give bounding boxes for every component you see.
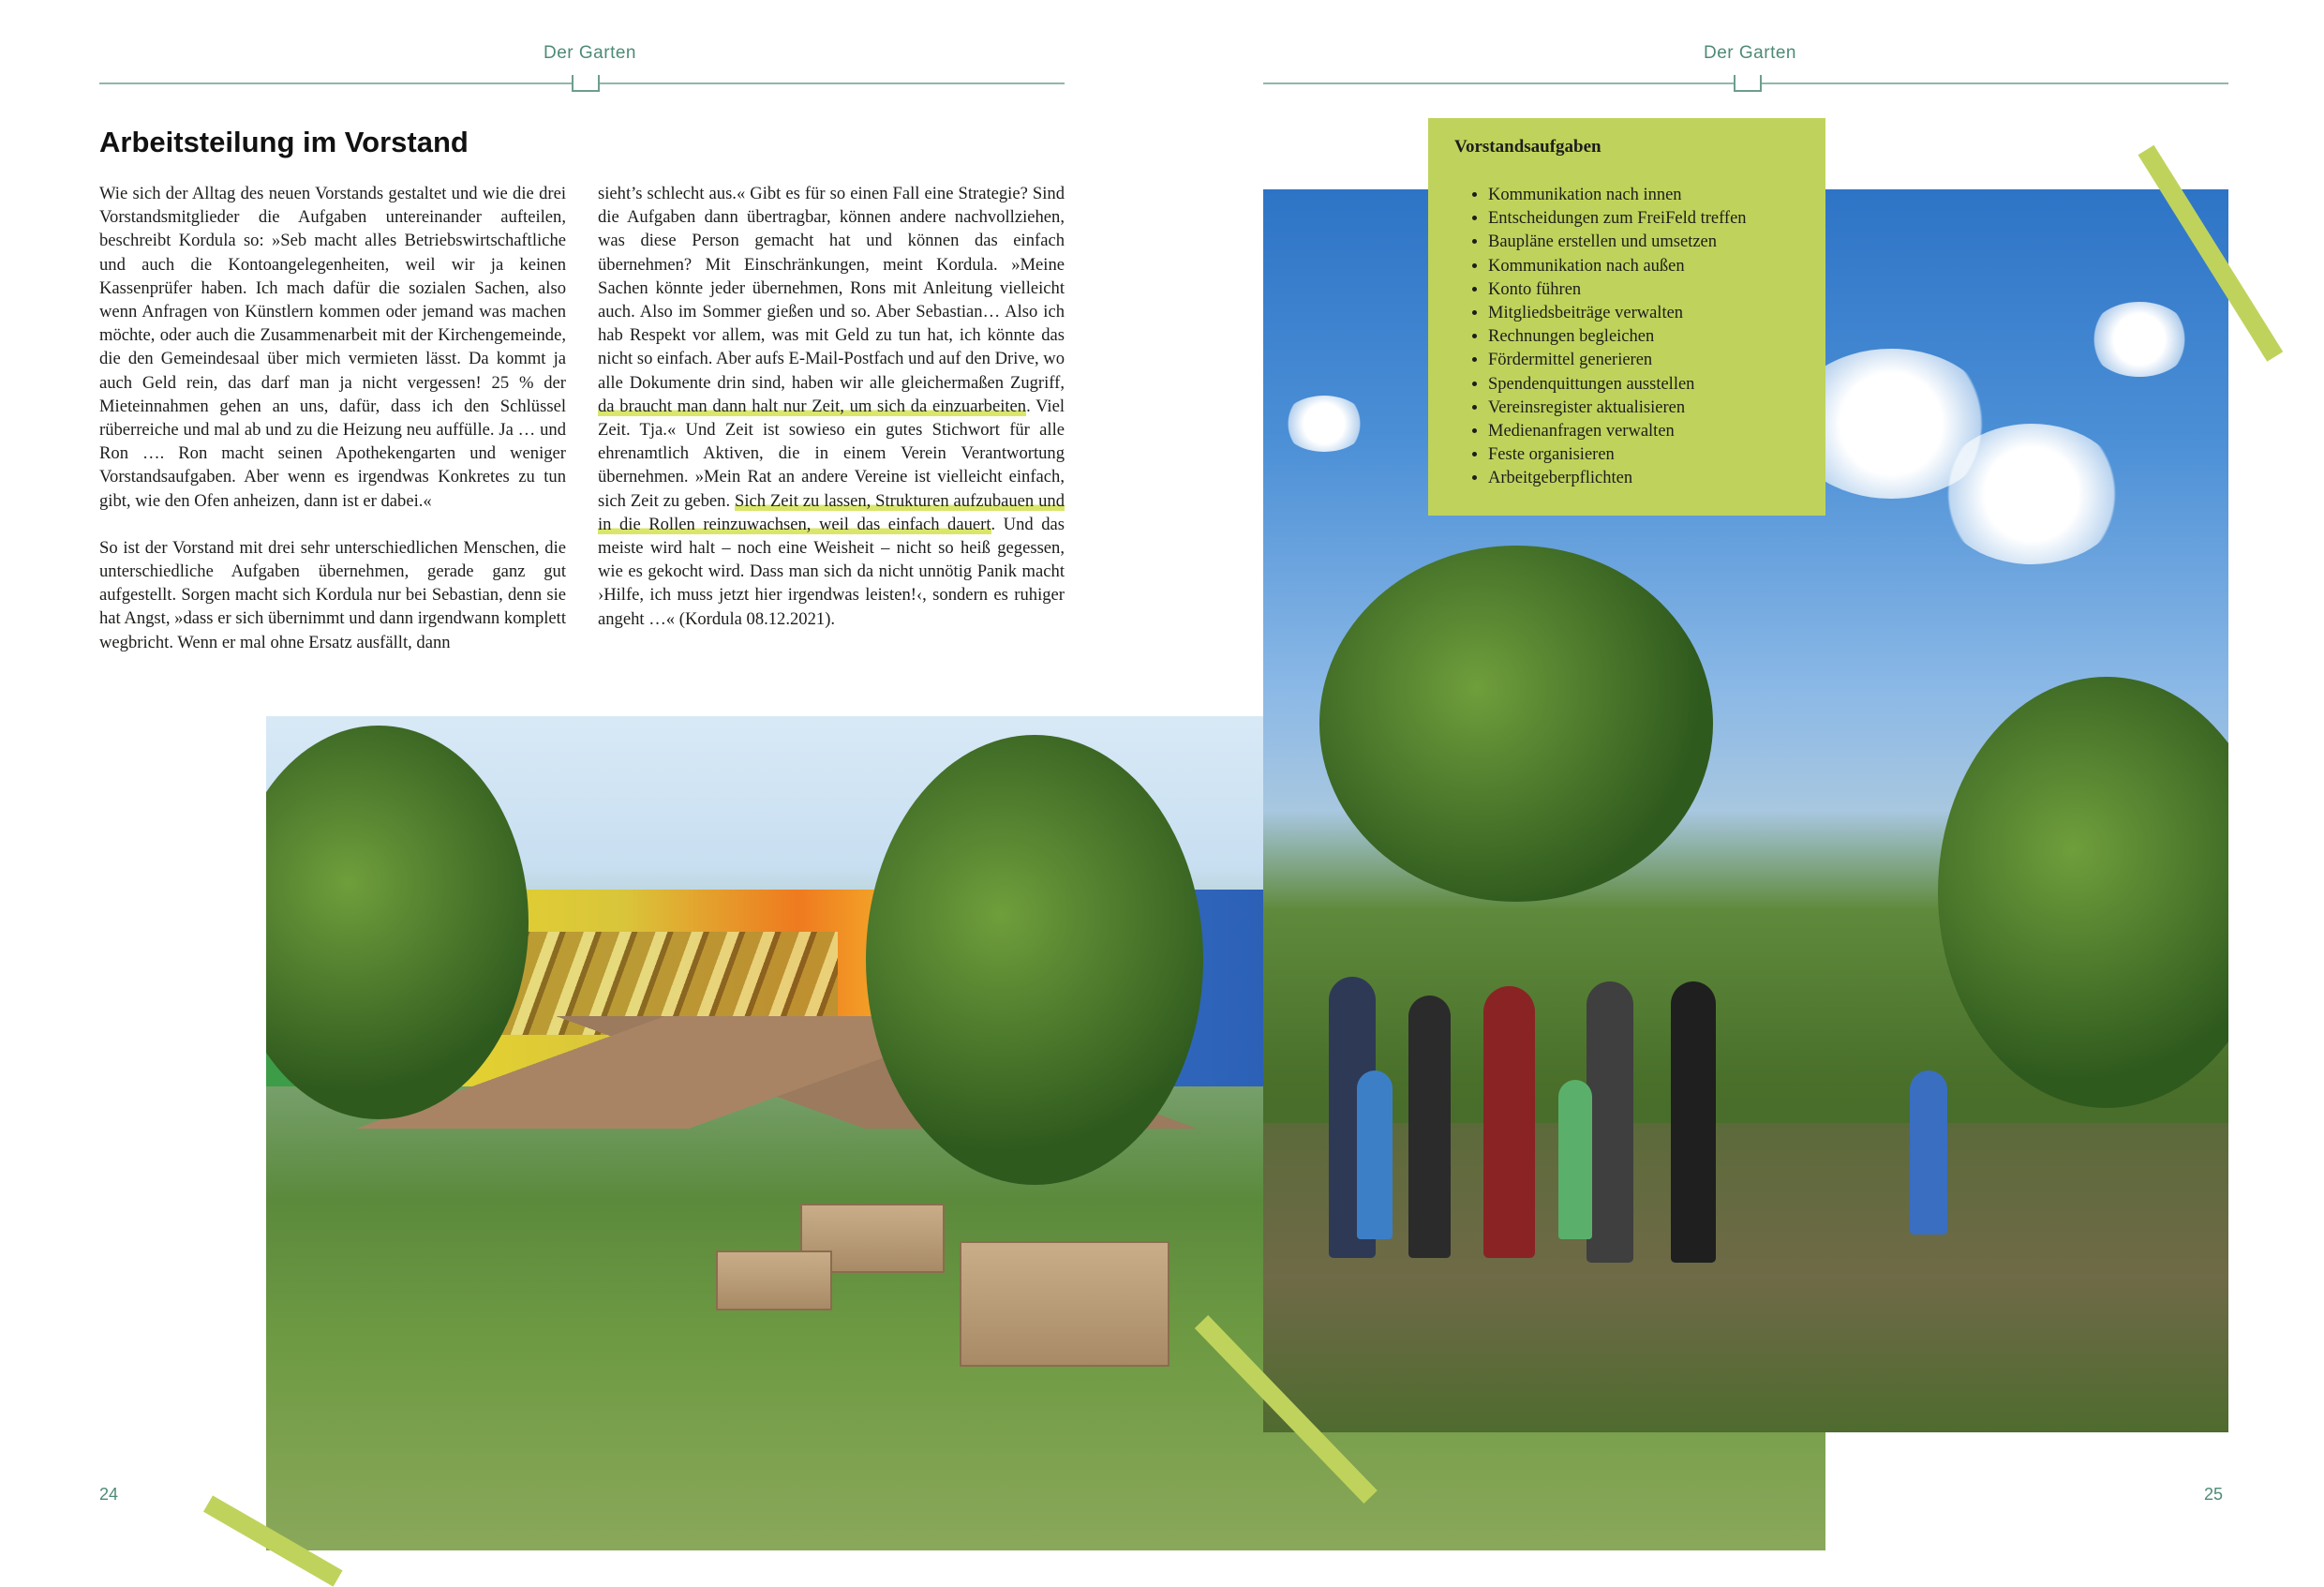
cloud bbox=[2088, 302, 2191, 377]
child bbox=[1357, 1070, 1393, 1239]
highlighted-quote-2: Sich Zeit zu lassen, Strukturen aufzubauen und in die Rollen reinzuwachsen, weil das einfach dauert bbox=[598, 490, 1065, 534]
paragraph-1: Wie sich der Alltag des neuen Vorstands gestaltet und wie die drei Vorstandsmitglieder die Aufgaben untereinander aufteilen, beschreibt Kordula so: »Seb macht alles Betriebswirtschaftliche und auch die Kontoangelegenheiten, weil wir ja keinen Kassenprüfer haben. Ich mach dafür die sozialen Sachen, also wenn Anfragen von Künstlern kommen oder jemand was machen möchte, oder auch die Zusammenarbeit mit der Kirchengemeinde, die den Gemeindesaal über mich vermieten lässt. Da kommt ja auch Geld rein, das darf man ja nicht vergessen! 25 % der Mieteinnahmen gehen an uns, dafür, dass ich den Schlüssel rüberreiche und mal ab und zu die Heizung neu auffülle. Ja … und Ron …. Ron macht seinen Apothekengarten und weniger Vorstandsaufgaben. Aber wenn es irgendwas Konkretes zu tun gibt, wie den Ofen anheizen, dann ist er dabei.« bbox=[99, 184, 566, 511]
person bbox=[1587, 981, 1633, 1263]
highlighted-quote-1: da braucht man dann halt nur Zeit, um sich da einzuarbeiten bbox=[598, 396, 1027, 416]
child bbox=[1558, 1080, 1592, 1239]
list-item: • Arbeitgeberpflichten bbox=[1488, 467, 1747, 490]
child bbox=[1910, 1070, 1947, 1235]
list-item: • Rechnungen begleichen bbox=[1488, 325, 1747, 349]
list-item: • Konto führen bbox=[1488, 278, 1747, 302]
list-item: • Kommunikation nach innen bbox=[1488, 184, 1747, 207]
list-item: • Kommunikation nach außen bbox=[1488, 255, 1747, 278]
running-head-right: Der Garten bbox=[1704, 43, 1796, 63]
paragraph-2: So ist der Vorstand mit drei sehr unterschiedlichen Menschen, die unterschiedliche Aufgaben übernehmen, gerade ganz gut aufgestellt. Sorgen macht sich Kordula nur bei Sebastian, denn sie hat Angst, »dass er sich übernimmt und dann irgendwann komplett wegbricht. Wenn er mal ohne Ersatz ausfällt, dann bbox=[99, 537, 566, 652]
text-column-1 bbox=[99, 182, 566, 678]
sidebar-board-tasks bbox=[1428, 118, 1825, 516]
list-item: • Baupläne erstellen und umsetzen bbox=[1488, 231, 1747, 254]
sidebar-task-list bbox=[1460, 184, 1747, 491]
person bbox=[1483, 986, 1535, 1258]
text-run: . Und das meiste wird halt – noch eine Weisheit – nicht so heiß gegessen, wie es gekocht wird. Dass man sich da nicht unnötig Panik macht ›Hilfe, ich muss jetzt hier irgendwas leisten!‹, sondern es ruhiger angeht …« (Kordula 08.12.2021). bbox=[598, 514, 1065, 629]
article-headline: Arbeitsteilung im Vorstand bbox=[99, 126, 469, 158]
list-item: • Medienanfragen verwalten bbox=[1488, 420, 1747, 443]
page-number-right: 25 bbox=[2204, 1485, 2224, 1504]
header-rule-tab-right bbox=[1734, 75, 1762, 92]
person bbox=[1408, 996, 1451, 1258]
cloud bbox=[1938, 424, 2125, 564]
cloud bbox=[1282, 396, 1366, 452]
sidebar-title: Vorstandsaufgaben bbox=[1454, 137, 1601, 157]
raised-bed bbox=[960, 1241, 1169, 1367]
list-item: • Vereinsregister aktualisieren bbox=[1488, 397, 1747, 420]
text-run: . Viel Zeit. Tja.« Und Zeit ist sowieso ein gutes Stichwort für alle ehrenamtlich Aktiven, die in einem Verein Verantwortung übernehmen. »Mein Rat an andere Vereine ist vielleicht einfach, sich Zeit zu geben. bbox=[598, 396, 1065, 511]
header-rule-tab-left bbox=[572, 75, 600, 92]
text-column-2 bbox=[598, 182, 1065, 654]
tree bbox=[866, 735, 1203, 1185]
running-head-left: Der Garten bbox=[544, 43, 636, 63]
page-number-left: 24 bbox=[99, 1485, 119, 1504]
list-item: • Spendenquittungen ausstellen bbox=[1488, 373, 1747, 397]
list-item: • Mitgliedsbeiträge verwalten bbox=[1488, 302, 1747, 325]
text-run: sieht’s schlecht aus.« Gibt es für so einen Fall eine Strategie? Sind die Aufgaben dann übertragbar, können andere nachvollziehen, was diese Person gemacht hat und können das einfach übernehmen? Mit Einschränkungen, meint Kordula. »Meine Sachen könnte jeder übernehmen, Rons mit Anleitung vielleicht auch. Also im Sommer gießen und so. Aber Sebastian… Also ich hab Respekt vor allem, was mit Geld zu tun hat, ich könnte das nicht so einfach. Aber aufs E-Mail-Postfach und auf den Drive, wo alle Dokumente drin sind, haben wir alle gleichermaßen Zugriff, bbox=[598, 184, 1065, 393]
person bbox=[1671, 981, 1716, 1263]
raised-bed bbox=[716, 1250, 832, 1310]
tree bbox=[1319, 546, 1713, 902]
tree bbox=[1938, 677, 2228, 1108]
list-item: • Entscheidungen zum FreiFeld treffen bbox=[1488, 207, 1747, 231]
list-item: • Feste organisieren bbox=[1488, 443, 1747, 467]
list-item: • Fördermittel generieren bbox=[1488, 349, 1747, 372]
paragraph-3 bbox=[598, 182, 1065, 631]
